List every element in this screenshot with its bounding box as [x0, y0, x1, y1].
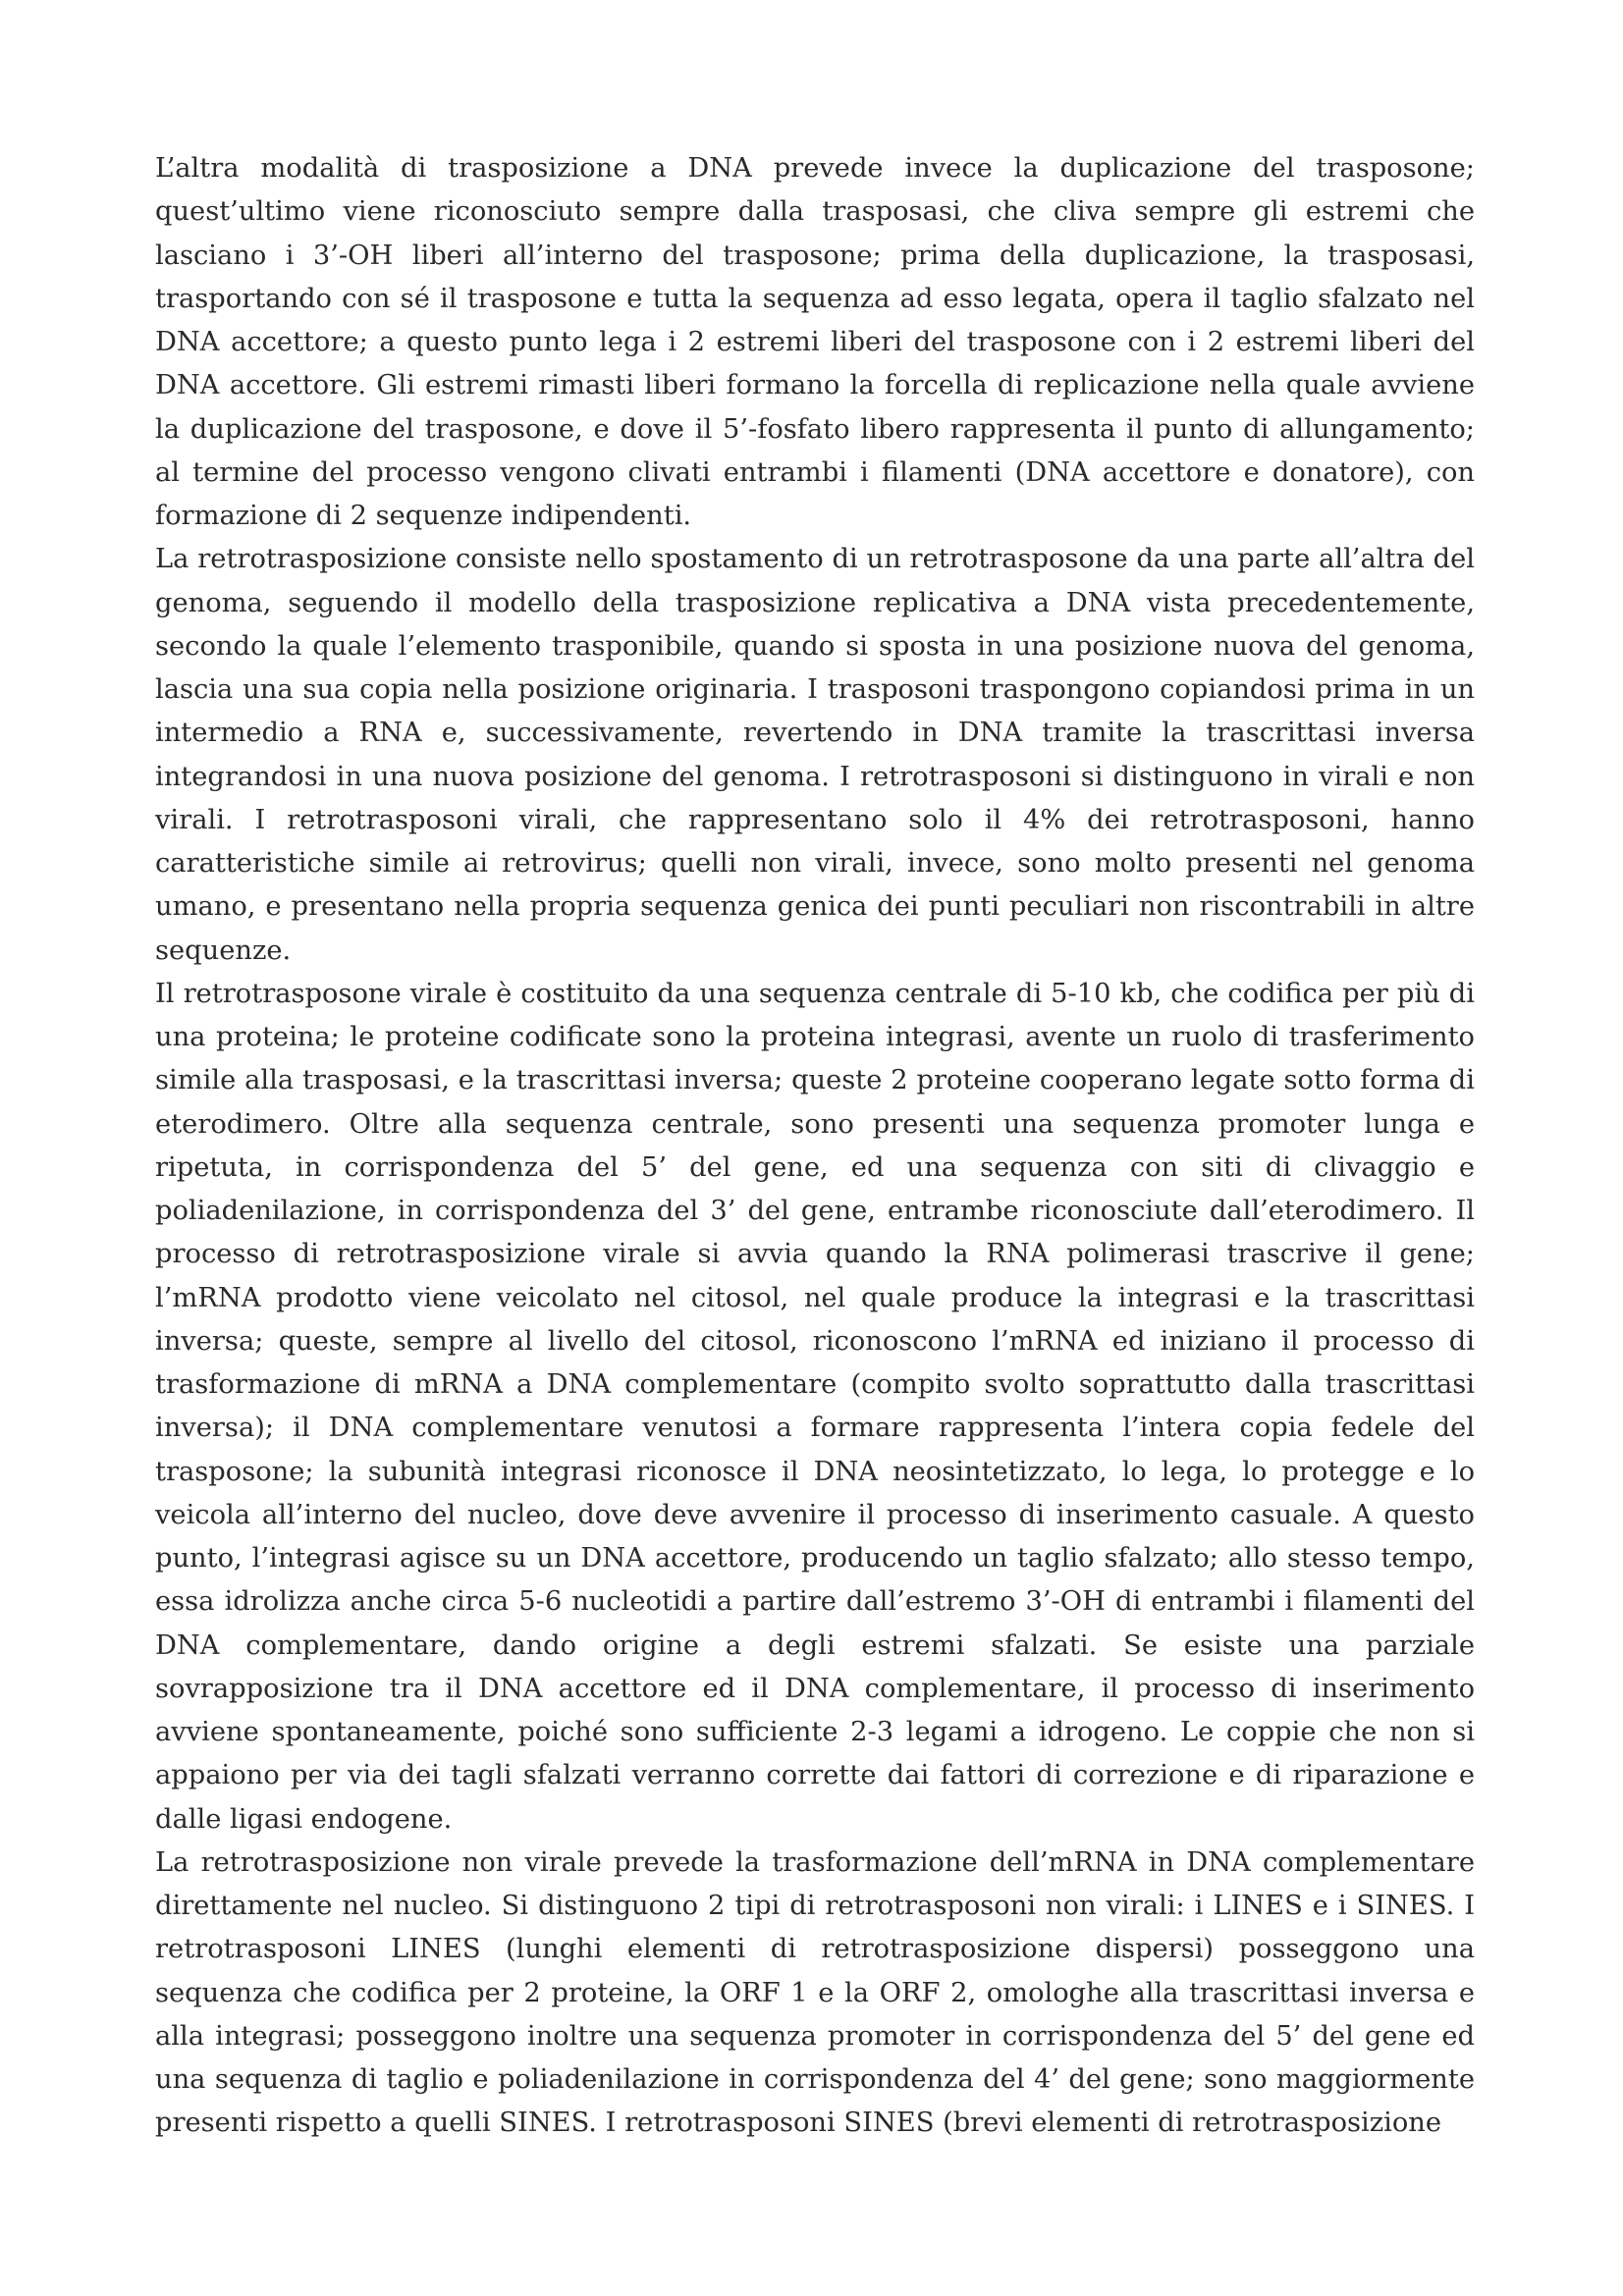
paragraph-dna-replicative-transposition: L’altra modalità di trasposizione a DNA prevede invece la duplicazione del trasposone; quest’ultimo viene riconosciuto sempre dalla trasposasi, che cliva sempre gli estremi che lasciano i 3’-OH liberi all’interno del trasposone; prima della duplicazione, la trasposasi, trasportando con sé il trasposone e tutta la sequenza ad esso legata, opera il taglio sfalzato nel DNA accettore; a questo punto lega i 2 estremi liberi del trasposone con i 2 estremi liberi del DNA accettore. Gli estremi rimasti liberi formano la forcella di replicazione nella quale avviene la duplicazione del trasposone, e dove il 5’-fosfato libero rappresenta il punto di allungamento; al termine del processo vengono clivati entrambi i filamenti (DNA accettore e donatore), con formazione di 2 sequenze indipendenti.: [155, 153, 1475, 531]
body-text: [155, 147, 1475, 2146]
paragraph-non-viral-retrotransposition: La retrotrasposizione non virale prevede la trasformazione dell’mRNA in DNA complementare direttamente nel nucleo. Si distinguono 2 tipi di retrotrasposoni non virali: i LINES e i SINES. I retrotrasposoni LINES (lunghi elementi di retrotrasposizione dispersi) posseggono una sequenza che codifica per 2 proteine, la ORF 1 e la ORF 2, omologhe alla trascrittasi inversa e alla integrasi; posseggono inoltre una sequenza promoter in corrispondenza del 5’ del gene ed una sequenza di taglio e poliadenilazione in corrispondenza del 4’ del gene; sono maggiormente presenti rispetto a quelli SINES. I retrotrasposoni SINES (brevi elementi di retrotrasposizione: [155, 1846, 1475, 2139]
paragraph-retrotransposition: La retrotrasposizione consiste nello spostamento di un retrotrasposone da una parte all’altra del genoma, seguendo il modello della trasposizione replicativa a DNA vista precedentemente, secondo la quale l’elemento trasponibile, quando si sposta in una posizione nuova del genoma, lascia una sua copia nella posizione originaria. I trasposoni traspongono copiandosi prima in un intermedio a RNA e, successivamente, revertendo in DNA tramite la trascrittasi inversa integrandosi in una nuova posizione del genoma. I retrotrasposoni si distinguono in virali e non virali. I retrotrasposoni virali, che rappresentano solo il 4% dei retrotrasposoni, hanno caratteristiche simile ai retrovirus; quelli non virali, invece, sono molto presenti nel genoma umano, e presentano nella propria sequenza genica dei punti peculiari non riscontrabili in altre sequenze.: [155, 544, 1475, 966]
paragraph-viral-retrotransposon: Il retrotrasposone virale è costituito da una sequenza centrale di 5-10 kb, che codifica per più di una proteina; le proteine codificate sono la proteina integrasi, avente un ruolo di trasferimento simile alla trasposasi, e la trascrittasi inversa; queste 2 proteine cooperano legate sotto forma di eterodimero. Oltre alla sequenza centrale, sono presenti una sequenza promoter lunga e ripetuta, in corrispondenza del 5’ del gene, ed una sequenza con siti di clivaggio e poliadenilazione, in corrispondenza del 3’ del gene, entrambe riconosciute dall’eterodimero. Il processo di retrotrasposizione virale si avvia quando la RNA polimerasi trascrive il gene; l’mRNA prodotto viene veicolato nel citosol, nel quale produce la integrasi e la trascrittasi inversa; queste, sempre al livello del citosol, riconoscono l’mRNA ed iniziano il processo di trasformazione di mRNA a DNA complementare (compito svolto soprattutto dalla trascrittasi inversa); il DNA complementare venutosi a formare rappresenta l’intera copia fedele del trasposone; la subunità integrasi riconosce il DNA neosintetizzato, lo lega, lo protegge e lo veicola all’interno del nucleo, dove deve avvenire il processo di inserimento casuale. A questo punto, l’integrasi agisce su un DNA accettore, producendo un taglio sfalzato; allo stesso tempo, essa idrolizza anche circa 5-6 nucleotidi a partire dall’estremo 3’-OH di entrambi i filamenti del DNA complementare, dando origine a degli estremi sfalzati. Se esiste una parziale sovrapposizione tra il DNA accettore ed il DNA complementare, il processo di inserimento avviene spontaneamente, poiché sono sufficiente 2-3 legami a idrogeno. Le coppie che non si appaiono per via dei tagli sfalzati verranno corrette dai fattori di correzione e di riparazione e dalle ligasi endogene.: [155, 978, 1475, 1835]
